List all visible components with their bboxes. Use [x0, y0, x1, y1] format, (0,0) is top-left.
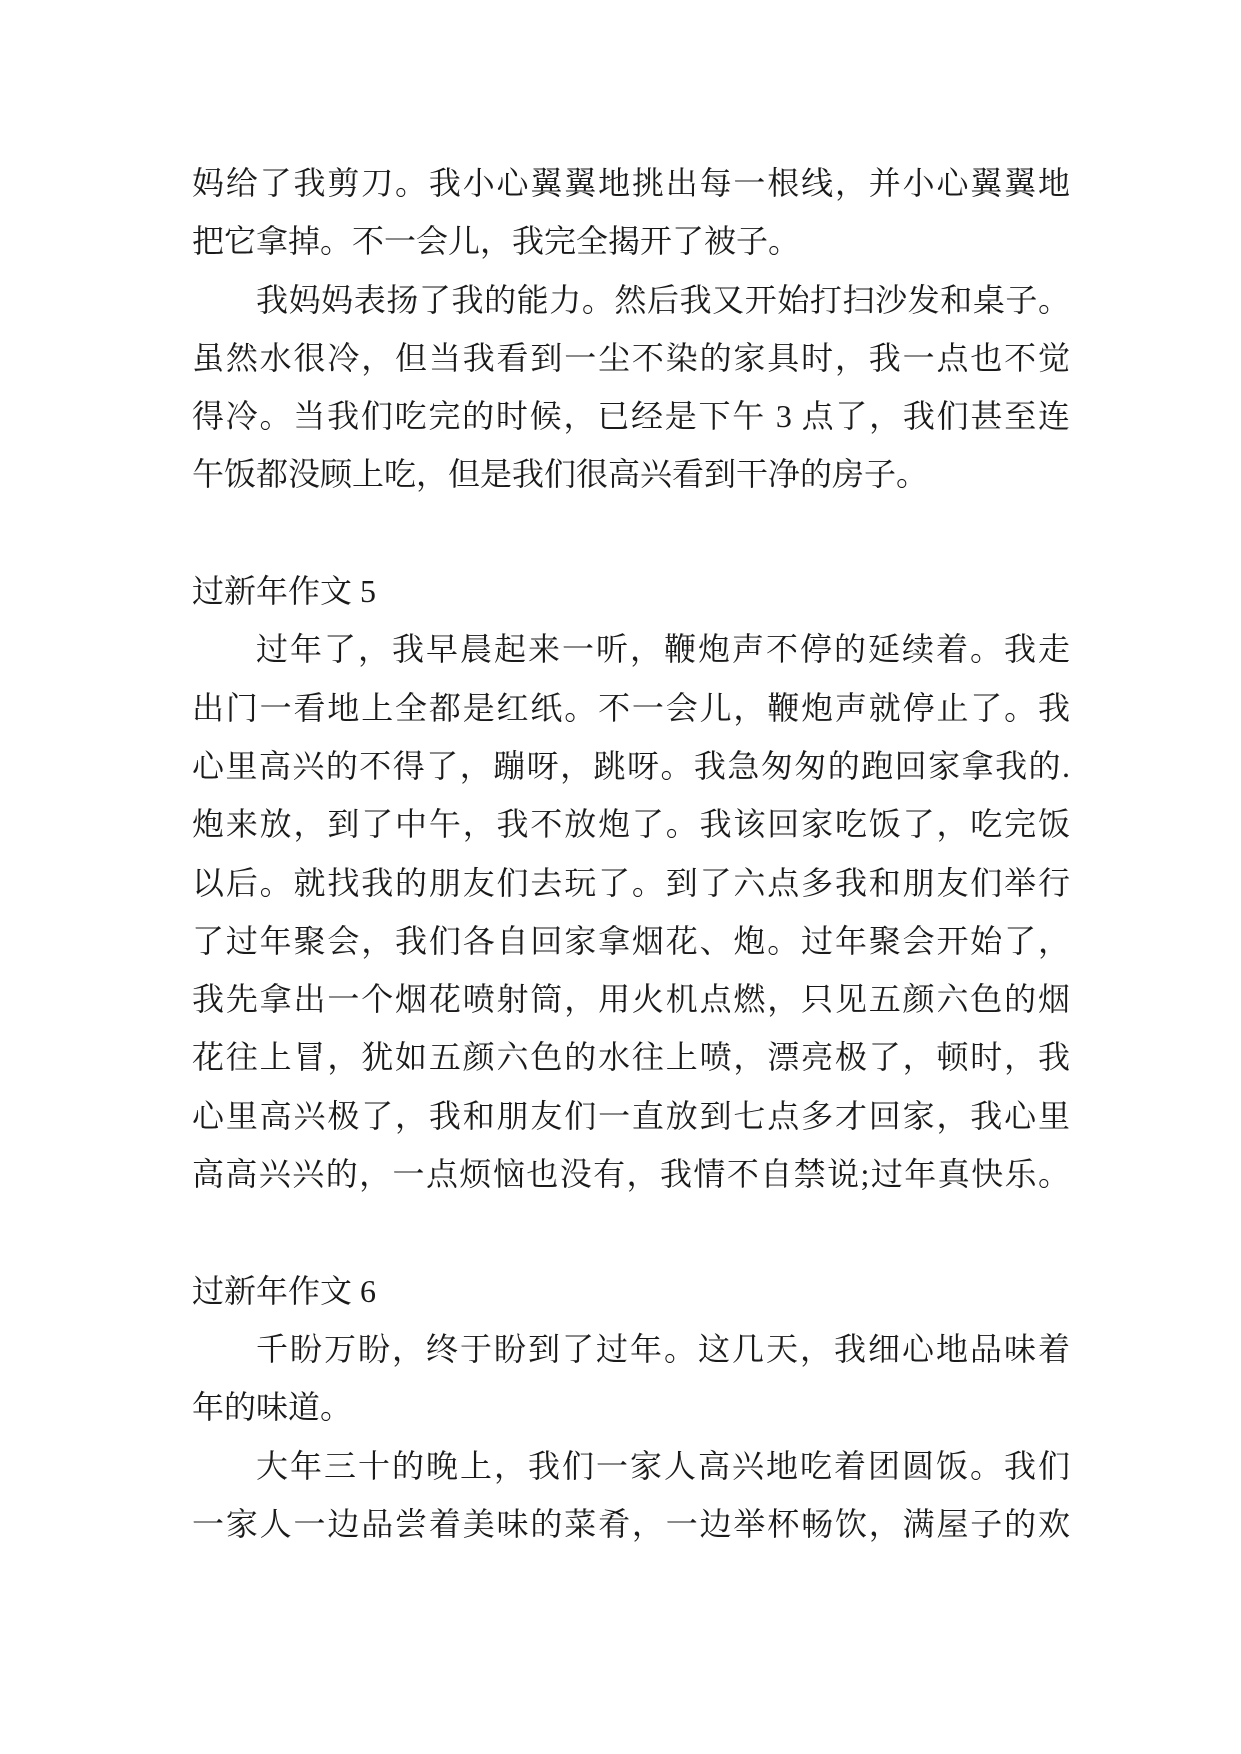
text-line: 一家人一边品尝着美味的菜肴，一边举杯畅饮，满屋子的欢 [192, 1505, 1070, 1542]
text-line: 炮来放，到了中午，我不放炮了。我该回家吃饭了，吃完饭 [192, 806, 1070, 843]
blank-line [192, 1203, 1070, 1261]
text-line: 出门一看地上全都是红纸。不一会儿，鞭炮声就停止了。我 [192, 689, 1070, 726]
text-line: 把它拿掉。不一会儿，我完全揭开了被子。 [192, 223, 801, 260]
text-line: 大年三十的晚上，我们一家人高兴地吃着团圆饭。我们 [256, 1447, 1070, 1484]
text-line: 了过年聚会，我们各自回家拿烟花、炮。过年聚会开始了， [192, 922, 1070, 959]
text-line: 妈给了我剪刀。我小心翼翼地挑出每一根线，并小心翼翼地 [192, 165, 1070, 201]
section-heading: 过新年作文 5 [192, 573, 377, 610]
section-heading: 过新年作文 6 [192, 1272, 377, 1309]
text-line: 我妈妈表扬了我的能力。然后我又开始打扫沙发和桌子。 [256, 281, 1070, 318]
text-line: 花往上冒，犹如五颜六色的水往上喷，漂亮极了，顿时，我 [192, 1039, 1070, 1076]
text-line: 过年了，我早晨起来一听，鞭炮声不停的延续着。我走 [256, 631, 1070, 668]
text-line: 千盼万盼，终于盼到了过年。这几天，我细心地品味着 [256, 1330, 1070, 1367]
document-text-block [192, 154, 1070, 1553]
text-line: 心里高兴极了，我和朋友们一直放到七点多才回家，我心里 [192, 1097, 1070, 1134]
text-line: 午饭都没顾上吃，但是我们很高兴看到干净的房子。 [192, 456, 929, 493]
text-line: 心里高兴的不得了，蹦呀，跳呀。我急匆匆的跑回家拿我的. [192, 747, 1070, 784]
text-line: 高高兴兴的，一点烦恼也没有，我情不自禁说;过年真快乐。 [192, 1156, 1070, 1193]
text-line: 以后。就找我的朋友们去玩了。到了六点多我和朋友们举行 [192, 864, 1070, 901]
blank-line [192, 504, 1070, 562]
text-line: 虽然水很冷，但当我看到一尘不染的家具时，我一点也不觉 [192, 339, 1070, 376]
text-line: 年的味道。 [192, 1389, 353, 1426]
text-line: 得冷。当我们吃完的时候，已经是下午 3 点了，我们甚至连 [192, 398, 1070, 435]
text-line: 我先拿出一个烟花喷射筒，用火机点燃，只见五颜六色的烟 [192, 981, 1070, 1018]
